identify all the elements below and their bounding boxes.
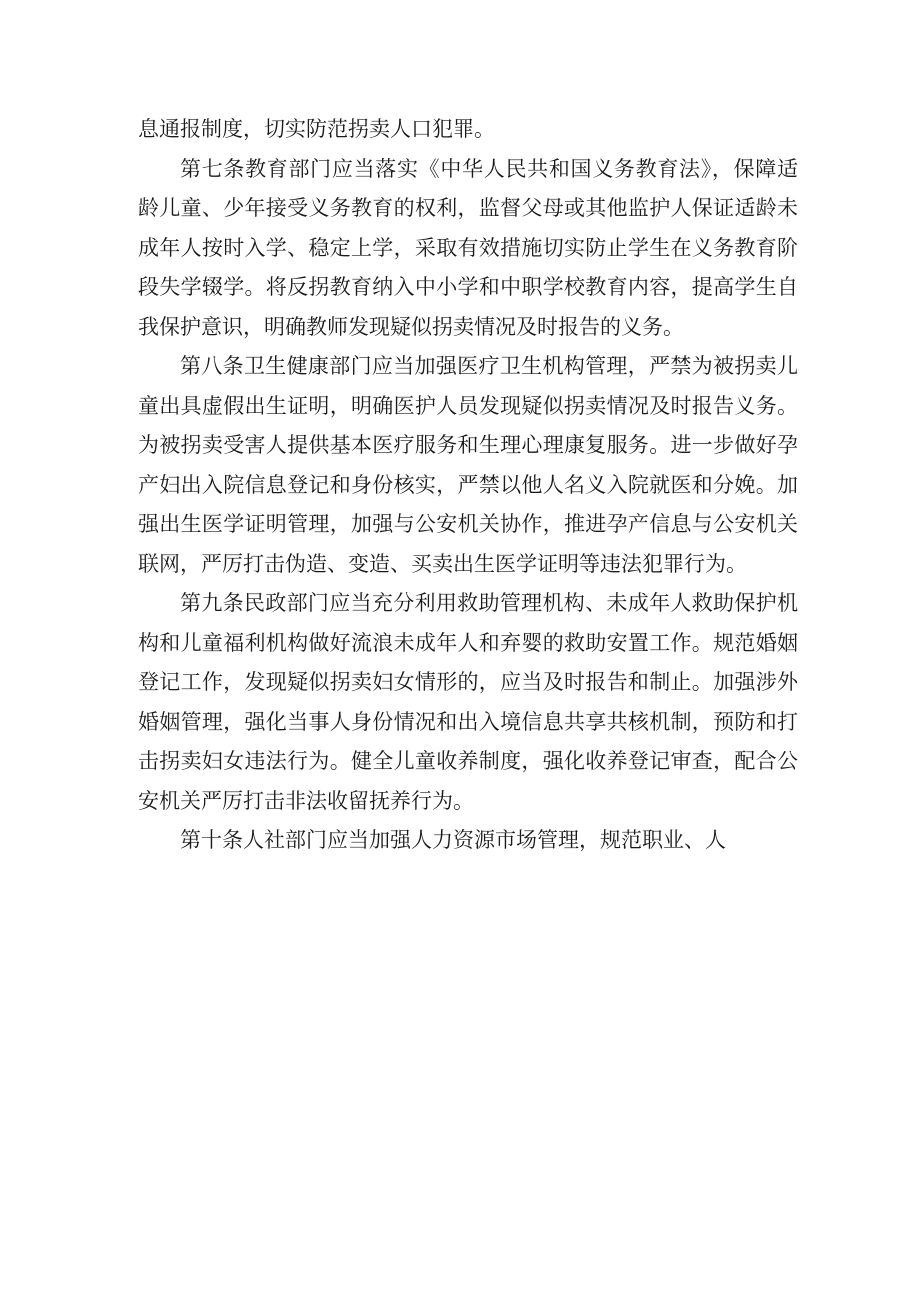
paragraph-continuation: 息通报制度，切实防范拐卖人口犯罪。 [138,117,495,141]
paragraph-article-7: 第七条教育部门应当落实《中华人民共和国义务教育法》，保障适龄儿童、少年接受义务教育的权利，监督父母或其他监护人保证适龄未成年人按时入学、稳定上学，采取有效措施切实防止学生在义务教育阶段失学辍学。将反拐教育纳入中小学和中职学校教育内容，提高学生自我保护意识，明确教师发现疑似拐卖情况及时报告的义务。 [138,156,798,339]
paragraph-article-8: 第八条卫生健康部门应当加强医疗卫生机构管理，严禁为被拐卖儿童出具虚假出生证明，明确医护人员发现疑似拐卖情况及时报告义务。为被拐卖受害人提供基本医疗服务和生理心理康复服务。进一步做好孕产妇出入院信息登记和身份核实，严禁以他人名义入院就医和分娩。加强出生医学证明管理，加强与公安机关协作，推进孕产信息与公安机关联网，严厉打击伪造、变造、买卖出生医学证明等违法犯罪行为。 [138,354,798,576]
document-body [138,110,798,861]
paragraph-article-9: 第九条民政部门应当充分利用救助管理机构、未成年人救助保护机构和儿童福利机构做好流浪未成年人和弃婴的救助安置工作。规范婚姻登记工作，发现疑似拐卖妇女情形的，应当及时报告和制止。加强涉外婚姻管理，强化当事人身份情况和出入境信息共享共核机制，预防和打击拐卖妇女违法行为。健全儿童收养制度，强化收养登记审查，配合公安机关严厉打击非法收留抚养行为。 [138,591,798,813]
paragraph-article-10: 第十条人社部门应当加强人力资源市场管理，规范职业、人 [180,828,726,852]
